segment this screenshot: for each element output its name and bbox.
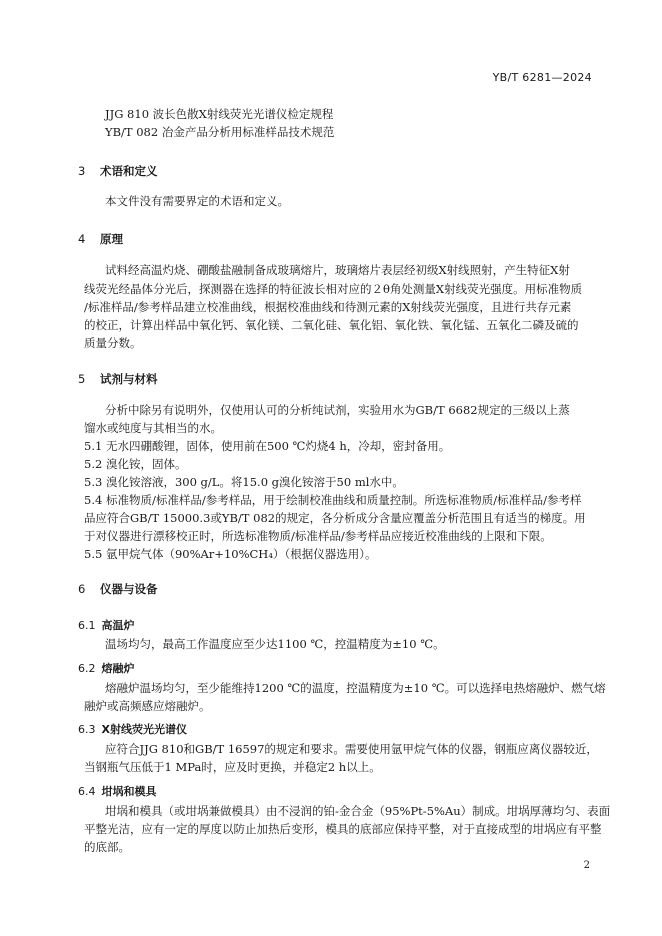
section-3-heading: [78, 163, 158, 179]
clause-5-3: 5.3 溴化铵溶液，300 g/L。将15.0 g溴化铵溶于50 ml水中。: [84, 475, 404, 489]
section-4-line: 线荧光经晶体分光后，探测器在选择的特征波长相对应的２θ角处测量X射线荧光强度。用标准物质: [84, 282, 583, 296]
subsection-6-4-title: 坩埚和模具: [101, 785, 157, 798]
page-number: 2: [583, 860, 590, 871]
section-4-title: 原理: [100, 232, 123, 246]
subsection-6-4-line: 坩埚和模具（或坩埚兼做模具）由不浸润的铂-金合金（95%Pt-5%Au）制成。坩埚厚薄均匀、表面: [105, 804, 611, 818]
section-4-number: 4: [78, 232, 86, 246]
section-5-title: 试剂与材料: [100, 372, 158, 386]
subsection-6-1-number: 6.1: [78, 619, 96, 632]
subsection-6-1-heading: [78, 617, 135, 633]
section-6-heading: [78, 581, 158, 597]
reference-jjg810: JJG 810 波长色散X射线荧光光谱仪检定规程: [105, 107, 334, 121]
section-5-number: 5: [78, 372, 86, 386]
clause-5-1: 5.1 无水四硼酸锂，固体，使用前在500 ℃灼烧4 h，冷却，密封备用。: [84, 439, 451, 453]
subsection-6-2-line: 融炉或高频感应熔融炉。: [84, 699, 211, 713]
clause-5-5: 5.5 氩甲烷气体（90%Ar+10%CH₄）（根据仪器选用）。: [84, 547, 377, 561]
standard-number-header: YB/T 6281—2024: [492, 71, 592, 84]
subsection-6-2-line: 熔融炉温场均匀，至少能维持1200 ℃的温度，控温精度为±10 ℃。可以选择电热熔融炉、燃气熔: [105, 681, 606, 695]
section-4-line: /标准样品/参考样品建立校准曲线，根据校准曲线和待测元素的X射线荧光强度，且进行共存元素: [84, 300, 572, 314]
subsection-6-4-heading: [78, 783, 157, 799]
section-6-number: 6: [78, 582, 86, 596]
subsection-6-4-number: 6.4: [78, 785, 96, 798]
section-4-line: 试料经高温灼烧、硼酸盐融制备成玻璃熔片，玻璃熔片表层经初级X射线照射，产生特征X射: [105, 263, 570, 277]
subsection-6-4-line: 平整光洁，应有一定的厚度以防止加热后变形，模具的底部应保持平整，对于直接成型的坩埚应有平整: [84, 822, 602, 836]
section-4-line: 质量分数。: [84, 336, 142, 350]
clause-5-4-cont: 于对仪器进行漂移校正时，所选标准物质/标准样品/参考样品应接近校准曲线的上限和下限。: [84, 529, 552, 543]
section-3-number: 3: [78, 164, 86, 178]
subsection-6-3-heading: [78, 721, 187, 737]
section-4-heading: [78, 231, 123, 247]
section-3-body: 本文件没有需要界定的术语和定义。: [105, 194, 289, 208]
clause-5-4-cont: 品应符合GB/T 15000.3或YB/T 082的规定，各分析成分含量应覆盖分析范围且有适当的梯度。用: [84, 511, 586, 525]
clause-5-2: 5.2 溴化铵，固体。: [84, 457, 187, 471]
reference-ybt082: YB/T 082 冶金产品分析用标准样品技术规范: [105, 125, 335, 139]
subsection-6-3-title: X射线荧光光谱仪: [101, 723, 187, 736]
subsection-6-3-line: 应符合JJG 810和GB/T 16597的规定和要求。需要使用氩甲烷气体的仪器，钢瓶应离仪器较近，: [105, 742, 598, 756]
section-5-line: 分析中除另有说明外，仅使用认可的分析纯试剂，实验用水为GB/T 6682规定的三级以上蒸: [105, 403, 570, 417]
subsection-6-1-line: 温场均匀，最高工作温度应至少达1100 ℃，控温精度为±10 ℃。: [105, 637, 445, 651]
clause-5-4: 5.4 标准物质/标准样品/参考样品，用于绘制校准曲线和质量控制。所选标准物质/标准样品/参考样: [84, 493, 582, 507]
section-3-title: 术语和定义: [100, 164, 158, 178]
subsection-6-4-line: 的底部。: [84, 840, 130, 854]
section-4-line: 的校正，计算出样品中氧化钙、氧化镁、二氧化硅、氧化铝、氧化铁、氧化锰、五氧化二磷及硫的: [84, 318, 579, 332]
subsection-6-2-title: 熔融炉: [101, 662, 135, 675]
section-6-title: 仪器与设备: [100, 582, 158, 596]
subsection-6-2-number: 6.2: [78, 662, 96, 675]
subsection-6-2-heading: [78, 660, 135, 676]
subsection-6-3-number: 6.3: [78, 723, 96, 736]
section-5-line: 馏水或纯度与其相当的水。: [84, 421, 222, 435]
section-5-heading: [78, 371, 158, 387]
subsection-6-3-line: 当钢瓶气压低于1 MPa时，应及时更换，并稳定2 h以上。: [84, 760, 381, 774]
subsection-6-1-title: 高温炉: [101, 619, 135, 632]
